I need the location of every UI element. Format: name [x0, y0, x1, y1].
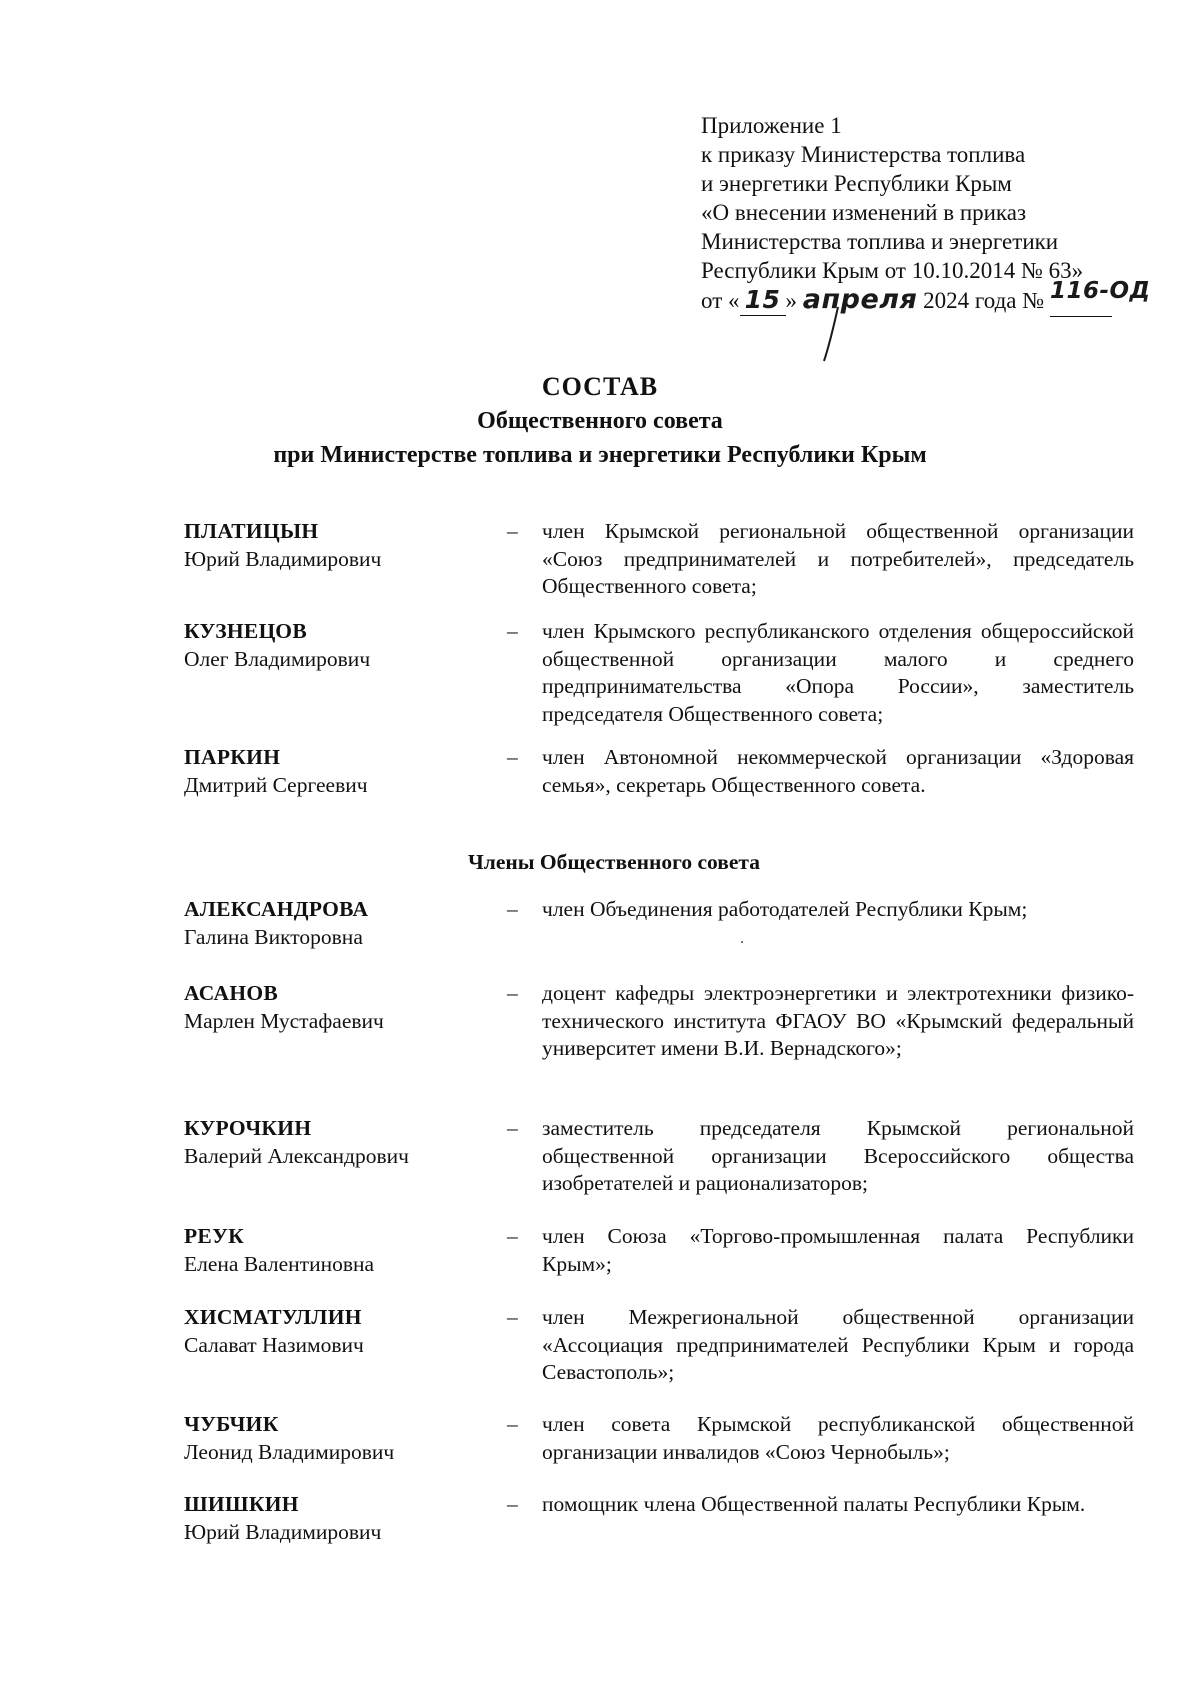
member-name — [184, 1304, 484, 1359]
member-given-name: Олег Владимирович — [184, 646, 371, 671]
member-name — [184, 518, 484, 573]
member-role: член Союза «Торгово-промышленная палата Республики Крым»; — [542, 1224, 1134, 1276]
appendix-line: Министерства топлива и энергетики — [701, 229, 1059, 254]
order-number-blank — [1049, 278, 1151, 317]
member-surname: ШИШКИН — [184, 1492, 299, 1516]
title-line: при Министерстве топлива и энергетики Республики Крым — [273, 442, 927, 468]
member-given-name: Салават Назимович — [184, 1332, 364, 1357]
handwritten-day: 15 — [744, 285, 781, 314]
member-name — [184, 618, 484, 673]
member-given-name: Валерий Александрович — [184, 1143, 409, 1168]
member-role: член Объединения работодателей Республики Крым; — [542, 897, 1028, 921]
member-surname: КУЗНЕЦОВ — [184, 619, 307, 643]
member-role: помощник члена Общественной палаты Республики Крым. — [542, 1492, 1086, 1516]
dash: – — [507, 1224, 518, 1248]
member-name — [184, 744, 484, 799]
member-name — [184, 980, 484, 1035]
member-surname: ХИСМАТУЛЛИН — [184, 1305, 362, 1329]
member-surname: ПЛАТИЦЫН — [184, 519, 319, 543]
appendix-date-line — [701, 278, 1151, 315]
dash: – — [507, 1116, 518, 1140]
dash: – — [507, 981, 518, 1005]
member-surname: АСАНОВ — [184, 981, 279, 1005]
member-role: заместитель председателя Крымской региональной общественной организации Всероссийского общества изобретателей и рационализаторов; — [542, 1116, 1134, 1195]
member-name — [184, 1491, 484, 1546]
member-given-name: Юрий Владимирович — [184, 546, 382, 571]
member-name — [184, 1223, 484, 1278]
member-role: член Крымской региональной общественной организации «Союз предпринимателей и потребителей», председатель Общественного совета; — [542, 519, 1134, 598]
member-surname: РЕУК — [184, 1224, 245, 1248]
appendix-line: и энергетики Республики Крым — [701, 171, 1012, 196]
title-main: СОСТАВ — [541, 372, 659, 401]
member-role: член Автономной некоммерческой организации «Здоровая семья», секретарь Общественного совета. — [542, 745, 1134, 797]
member-given-name: Галина Викторовна — [184, 924, 363, 949]
dash: – — [507, 745, 518, 769]
title-line: Общественного совета — [477, 408, 723, 434]
member-name — [184, 896, 484, 951]
dash: – — [507, 1305, 518, 1329]
dash: – — [507, 897, 518, 921]
dash: – — [507, 1412, 518, 1436]
members-heading: Члены Общественного совета — [468, 850, 760, 874]
dash: – — [507, 519, 518, 543]
appendix-line: Республики Крым от 10.10.2014 № 63» — [701, 258, 1084, 283]
member-surname: КУРОЧКИН — [184, 1116, 312, 1140]
member-role: член совета Крымской республиканской общественной организации инвалидов «Союз Чернобыль»; — [542, 1412, 1134, 1464]
document-title — [0, 370, 1200, 472]
member-surname: ПАРКИН — [184, 745, 281, 769]
member-given-name: Елена Валентиновна — [184, 1251, 375, 1276]
member-name — [184, 1115, 484, 1170]
member-role: доцент кафедры электроэнергетики и электротехники физико-технического института ФГАОУ ВО «Крымский федеральный университет имени В.И. Вернадского»; — [542, 981, 1134, 1060]
date-day-close: » — [785, 288, 797, 313]
day-blank — [740, 285, 786, 316]
dash: – — [507, 1492, 518, 1516]
dash: – — [507, 619, 518, 643]
member-given-name: Дмитрий Сергеевич — [184, 772, 368, 797]
member-role: член Крымского республиканского отделения общероссийской общественной организации малого и среднего предпринимательства «Опора России», заместитель председателя Общественного совета; — [542, 619, 1134, 726]
appendix-line: Приложение 1 — [701, 113, 842, 138]
signature-stroke — [808, 305, 868, 365]
appendix-header — [701, 111, 1151, 315]
scan-speck — [741, 941, 743, 943]
member-surname: АЛЕКСАНДРОВА — [184, 897, 369, 921]
date-year-text: 2024 года № — [923, 288, 1045, 313]
date-prefix: от « — [701, 288, 740, 313]
member-role: член Межрегиональной общественной организации «Ассоциация предпринимателей Республики Крым и города Севастополь»; — [542, 1305, 1134, 1384]
appendix-line: к приказу Министерства топлива — [701, 142, 1026, 167]
member-name — [184, 1411, 484, 1466]
member-given-name: Марлен Мустафаевич — [184, 1008, 384, 1033]
handwritten-month: апреля — [802, 284, 918, 315]
appendix-line: «О внесении изменений в приказ — [701, 200, 1027, 225]
handwritten-order-number: 116-ОД — [1049, 278, 1151, 304]
member-given-name: Леонид Владимирович — [184, 1439, 395, 1464]
member-given-name: Юрий Владимирович — [184, 1519, 382, 1544]
member-surname: ЧУБЧИК — [184, 1412, 279, 1436]
